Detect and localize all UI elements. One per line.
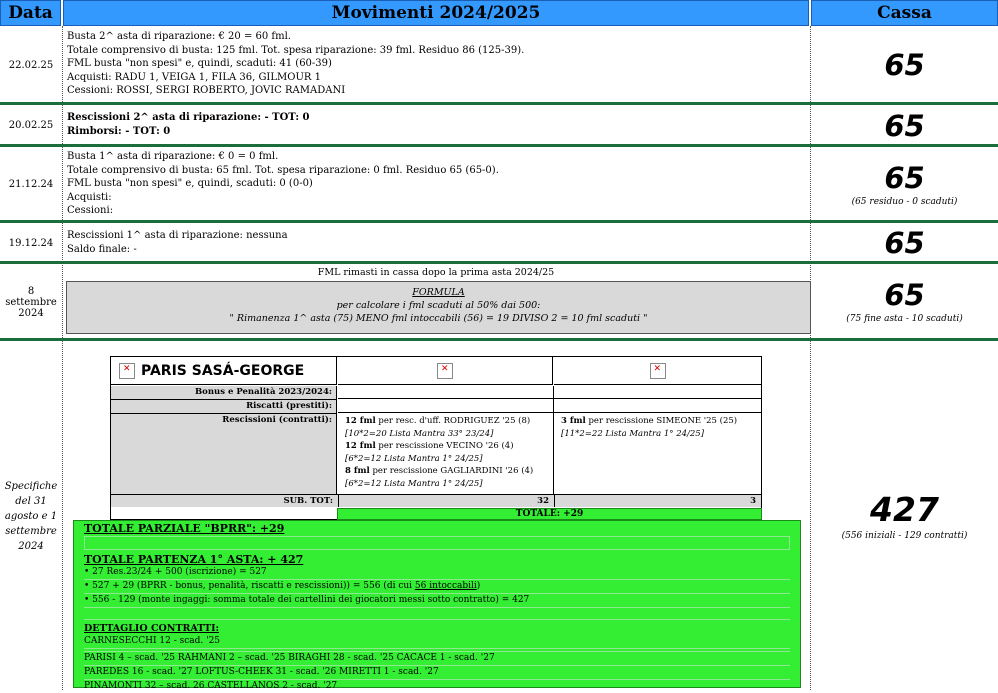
row2-cash-value: 65 (884, 108, 925, 143)
broken-image-icon (119, 363, 135, 379)
row3-line: Cessioni: (67, 205, 114, 216)
row6-cash-value: 427 (870, 489, 939, 529)
row3-line: Acquisti: (67, 191, 112, 203)
rescissions-col1 (345, 415, 550, 490)
header-movements: Movimenti 2024/2025 (63, 0, 809, 26)
bonus-label: Bonus e Penalità 2023/2024: (111, 386, 336, 400)
bonus-label: Rescissioni (contratti): (222, 415, 332, 425)
rescission-entry: 3 fml per rescissione SIMEONE '25 (25) (561, 416, 738, 426)
row5-date-line: 8 (27, 285, 35, 297)
header-cash: Cassa (811, 0, 998, 26)
subtotal-row (111, 494, 761, 507)
row6-date-line: Specifiche (4, 481, 58, 492)
row5-cash-note: (75 fine asta - 10 scaduti) (846, 314, 963, 324)
contract-line: PARISI 4 – scad. '25 RAHMANI 2 – scad. '25 BIRAGHI 28 - scad. '25 CACACE 1 - scad. '27 (84, 652, 790, 666)
formula-box (66, 281, 811, 334)
row4-line: Saldo finale: - (67, 243, 137, 255)
row1-line: Cessioni: ROSSI, SERGI ROBERTO, JOVIC RAMADANI (67, 85, 346, 96)
row3-cash (811, 149, 998, 220)
row1-line: Acquisti: RADU 1, VEIGA 1, FILA 36, GILMOUR 1 (67, 71, 321, 83)
summary-box (73, 520, 801, 691)
row4-date: 19.12.24 (8, 237, 54, 249)
bonus-total: TOTALE: +29 (337, 508, 762, 520)
bonus-header-col2 (554, 357, 761, 385)
row6-date-line: settembre (5, 526, 57, 537)
row4-line: Rescissioni 1^ asta di riparazione: nessuna (67, 230, 288, 241)
rescission-entry: 8 fml per rescissione GAGLIARDINI '26 (4) (345, 466, 534, 476)
rescission-detail: [10*2=20 Lista Mantra 33° 23/24] (345, 428, 494, 439)
rescission-detail: [11*2=22 Lista Mantra 1° 24/25] (561, 428, 705, 439)
row3-cash-note: (65 residuo - 0 scaduti) (851, 196, 958, 207)
row5-date (0, 266, 62, 338)
row3-date: 21.12.24 (8, 179, 54, 190)
bonus-header-player (111, 357, 337, 385)
summary-bullet: • 556 - 129 (monte ingaggi: somma totale dei cartellini dei giocatori messi sotto contratto) = 427 (84, 594, 790, 608)
formula-title: FORMULA (412, 287, 465, 298)
subtotal-col2: 3 (554, 495, 756, 507)
row1-text (63, 28, 809, 102)
contract-line: CARNESECCHI 12 - scad. '25 (84, 635, 790, 649)
bonus-table (110, 356, 762, 520)
summary-bullet: • 27 Res.23/24 + 500 (iscrizione) = 527 (84, 566, 790, 580)
row6-date-line: 2024 (18, 541, 44, 552)
player-name: PARIS SASÁ-GEORGE (141, 362, 305, 379)
row3-cash-value: 65 (884, 160, 925, 195)
bonus-header-col1 (338, 357, 553, 385)
subtotal-label: SUB. TOT: (283, 496, 333, 506)
row2-line: Rescissioni 2^ asta di riparazione: - TOT: 0 (67, 112, 310, 123)
row4-cash-value: 65 (884, 226, 925, 260)
row6-date-line: agosto e 1 (4, 511, 58, 522)
rescission-detail: [6*2=12 Lista Mantra 1° 24/25] (345, 478, 483, 489)
start-total: TOTALE PARTENZA 1° ASTA: + 427 (84, 553, 304, 566)
formula-line: per calcolare i fml scaduti al 50% dai 500: (336, 300, 541, 311)
subtotal-col1: 32 (338, 495, 549, 507)
row4-cash (811, 225, 998, 261)
row2-date: 20.02.25 (8, 120, 54, 131)
row2-line: Rimborsi: - TOT: 0 (67, 125, 171, 137)
row6-cash (811, 343, 998, 690)
row1-date: 22.02.25 (8, 59, 54, 71)
rescission-entry: 12 fml per resc. d'uff. RODRIGUEZ '25 (8) (345, 416, 531, 426)
header-date: Data (0, 0, 61, 26)
row2-text (63, 109, 809, 144)
row6-date-line: del 31 (15, 496, 47, 507)
row1-cash (811, 28, 998, 102)
row3-text (63, 148, 809, 220)
row1-line: Totale comprensivo di busta: 125 fml. Tot. spesa riparazione: 39 fml. Residuo 86 (125-39). (67, 44, 525, 56)
row5-title: FML rimasti in cassa dopo la prima asta 2024/25 (317, 267, 555, 278)
rescissions-col2 (561, 415, 759, 440)
row3-line: FML busta "non spesi" e, quindi, scaduti: 0 (0-0) (67, 178, 313, 189)
row6-date (0, 343, 62, 690)
row4-text (63, 227, 809, 261)
row3-line: Busta 1^ asta di riparazione: € 0 = 0 fml. (67, 151, 279, 162)
bonus-label: Riscatti (prestiti): (111, 400, 336, 414)
bonus-label-col (111, 386, 337, 494)
row5-date-line: 2024 (18, 307, 44, 319)
row2-cash (811, 107, 998, 144)
partial-total: TOTALE PARZIALE "BPRR": +29 (84, 522, 285, 535)
row1-cash-value: 65 (884, 48, 925, 82)
rescission-entry: 12 fml per rescissione VECINO '26 (4) (345, 441, 514, 451)
contract-line: PINAMONTI 32 – scad. 26 CASTELLANOS 2 - scad. '27 (84, 681, 338, 691)
row3-line: Totale comprensivo di busta: 65 fml. Tot. spesa riparazione: 0 fml. Residuo 65 (65-0). (67, 164, 499, 176)
row5-cash (811, 266, 998, 338)
rescission-detail: [6*2=12 Lista Mantra 1° 24/25] (345, 453, 483, 464)
formula-line: " Rimanenza 1^ asta (75) MENO fml intoccabili (56) = 19 DIVISO 2 = 10 fml scaduti " (229, 313, 648, 324)
row5-cash-value: 65 (884, 278, 925, 312)
broken-image-icon (437, 363, 453, 379)
contract-line: PAREDES 16 - scad. '27 LOFTUS-CHEEK 31 - scad. '26 MIRETTI 1 - scad. '27 (84, 666, 790, 680)
row1-line: Busta 2^ asta di riparazione: € 20 = 60 fml. (67, 31, 291, 42)
contracts-title: DETTAGLIO CONTRATTI: (84, 623, 220, 634)
row1-line: FML busta "non spesi" e, quindi, scaduti: 41 (60-39) (67, 58, 332, 69)
row6-cash-note: (556 iniziali - 129 contratti) (841, 530, 968, 541)
summary-bullet: • 527 + 29 (BPRR - bonus, penalità, riscatti e rescissioni)) = 556 (di cui 56 intoccabili) (84, 580, 790, 594)
broken-image-icon (650, 363, 666, 379)
row5-date-line: settembre (5, 296, 57, 308)
